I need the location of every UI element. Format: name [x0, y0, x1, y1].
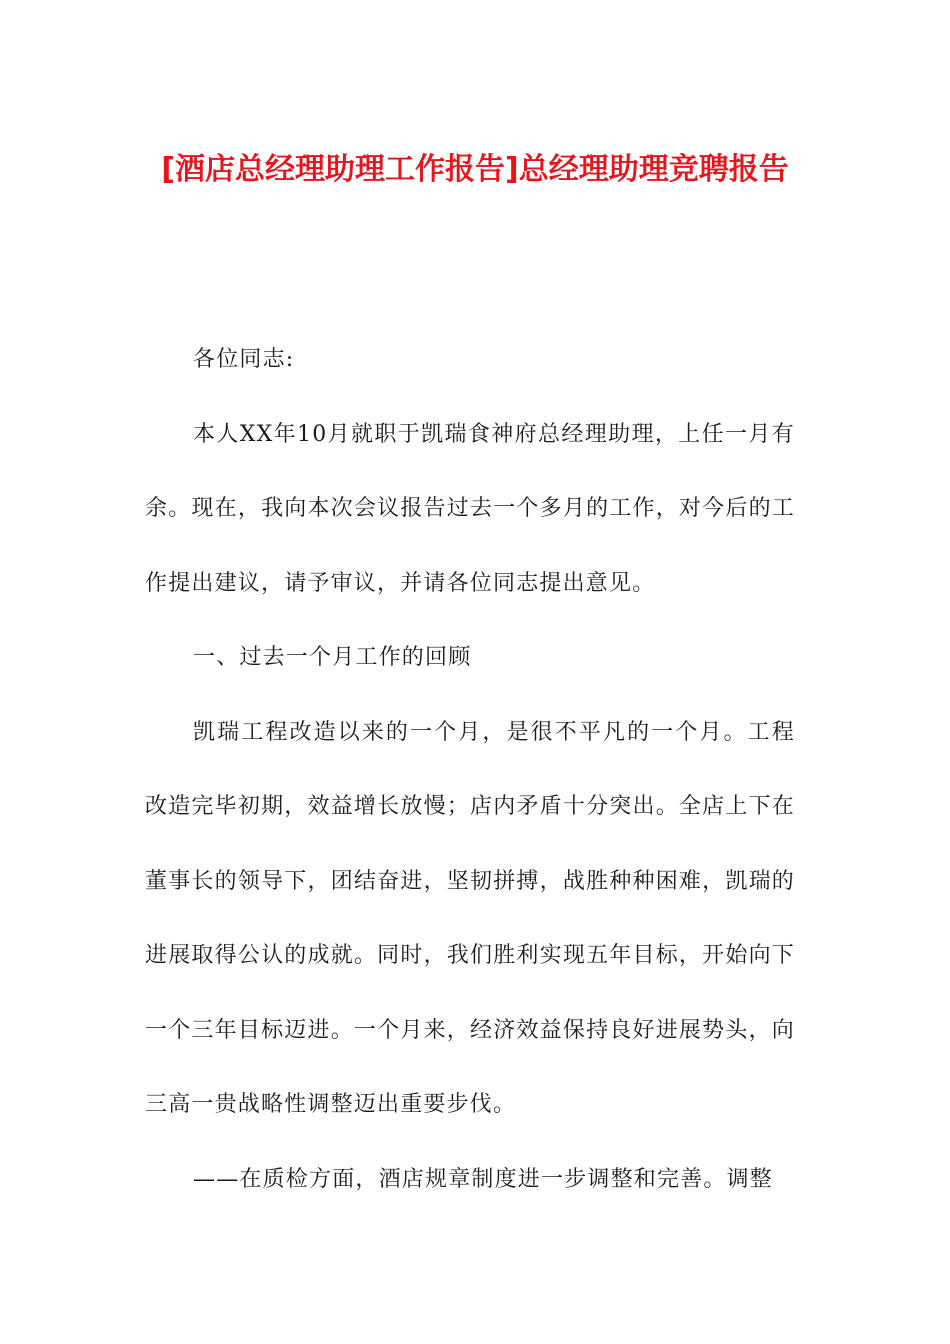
section-heading: 一、过去一个月工作的回顾: [193, 645, 472, 670]
document-body: [145, 323, 795, 1217]
quality-paragraph: ——在质检方面，酒店规章制度进一步调整和完善。调整: [193, 1166, 774, 1192]
document-title: [酒店总经理助理工作报告]总经理助理竞聘报告: [161, 152, 789, 187]
intro-paragraph: 本人XX年10月就职于凯瑞食神府总经理助理，上任一月有余。现在，我向本次会议报告过去一个多月的工作，对今后的工作提出建议，请予审议，并请各位同志提出意见。: [145, 421, 795, 596]
salutation-paragraph: 各位同志:: [193, 347, 295, 372]
review-paragraph: 凯瑞工程改造以来的一个月，是很不平凡的一个月。工程改造完毕初期，效益增长放慢；店内矛盾十分突出。全店上下在董事长的领导下，团结奋进，坚韧拼搏，战胜种种困难，凯瑞的进展取得公认的成就。同时，我们胜利实现五年目标，开始向下一个三年目标迈进。一个月来，经济效益保持良好进展势头，向三高一贵战略性调整迈出重要步伐。: [145, 719, 795, 1117]
